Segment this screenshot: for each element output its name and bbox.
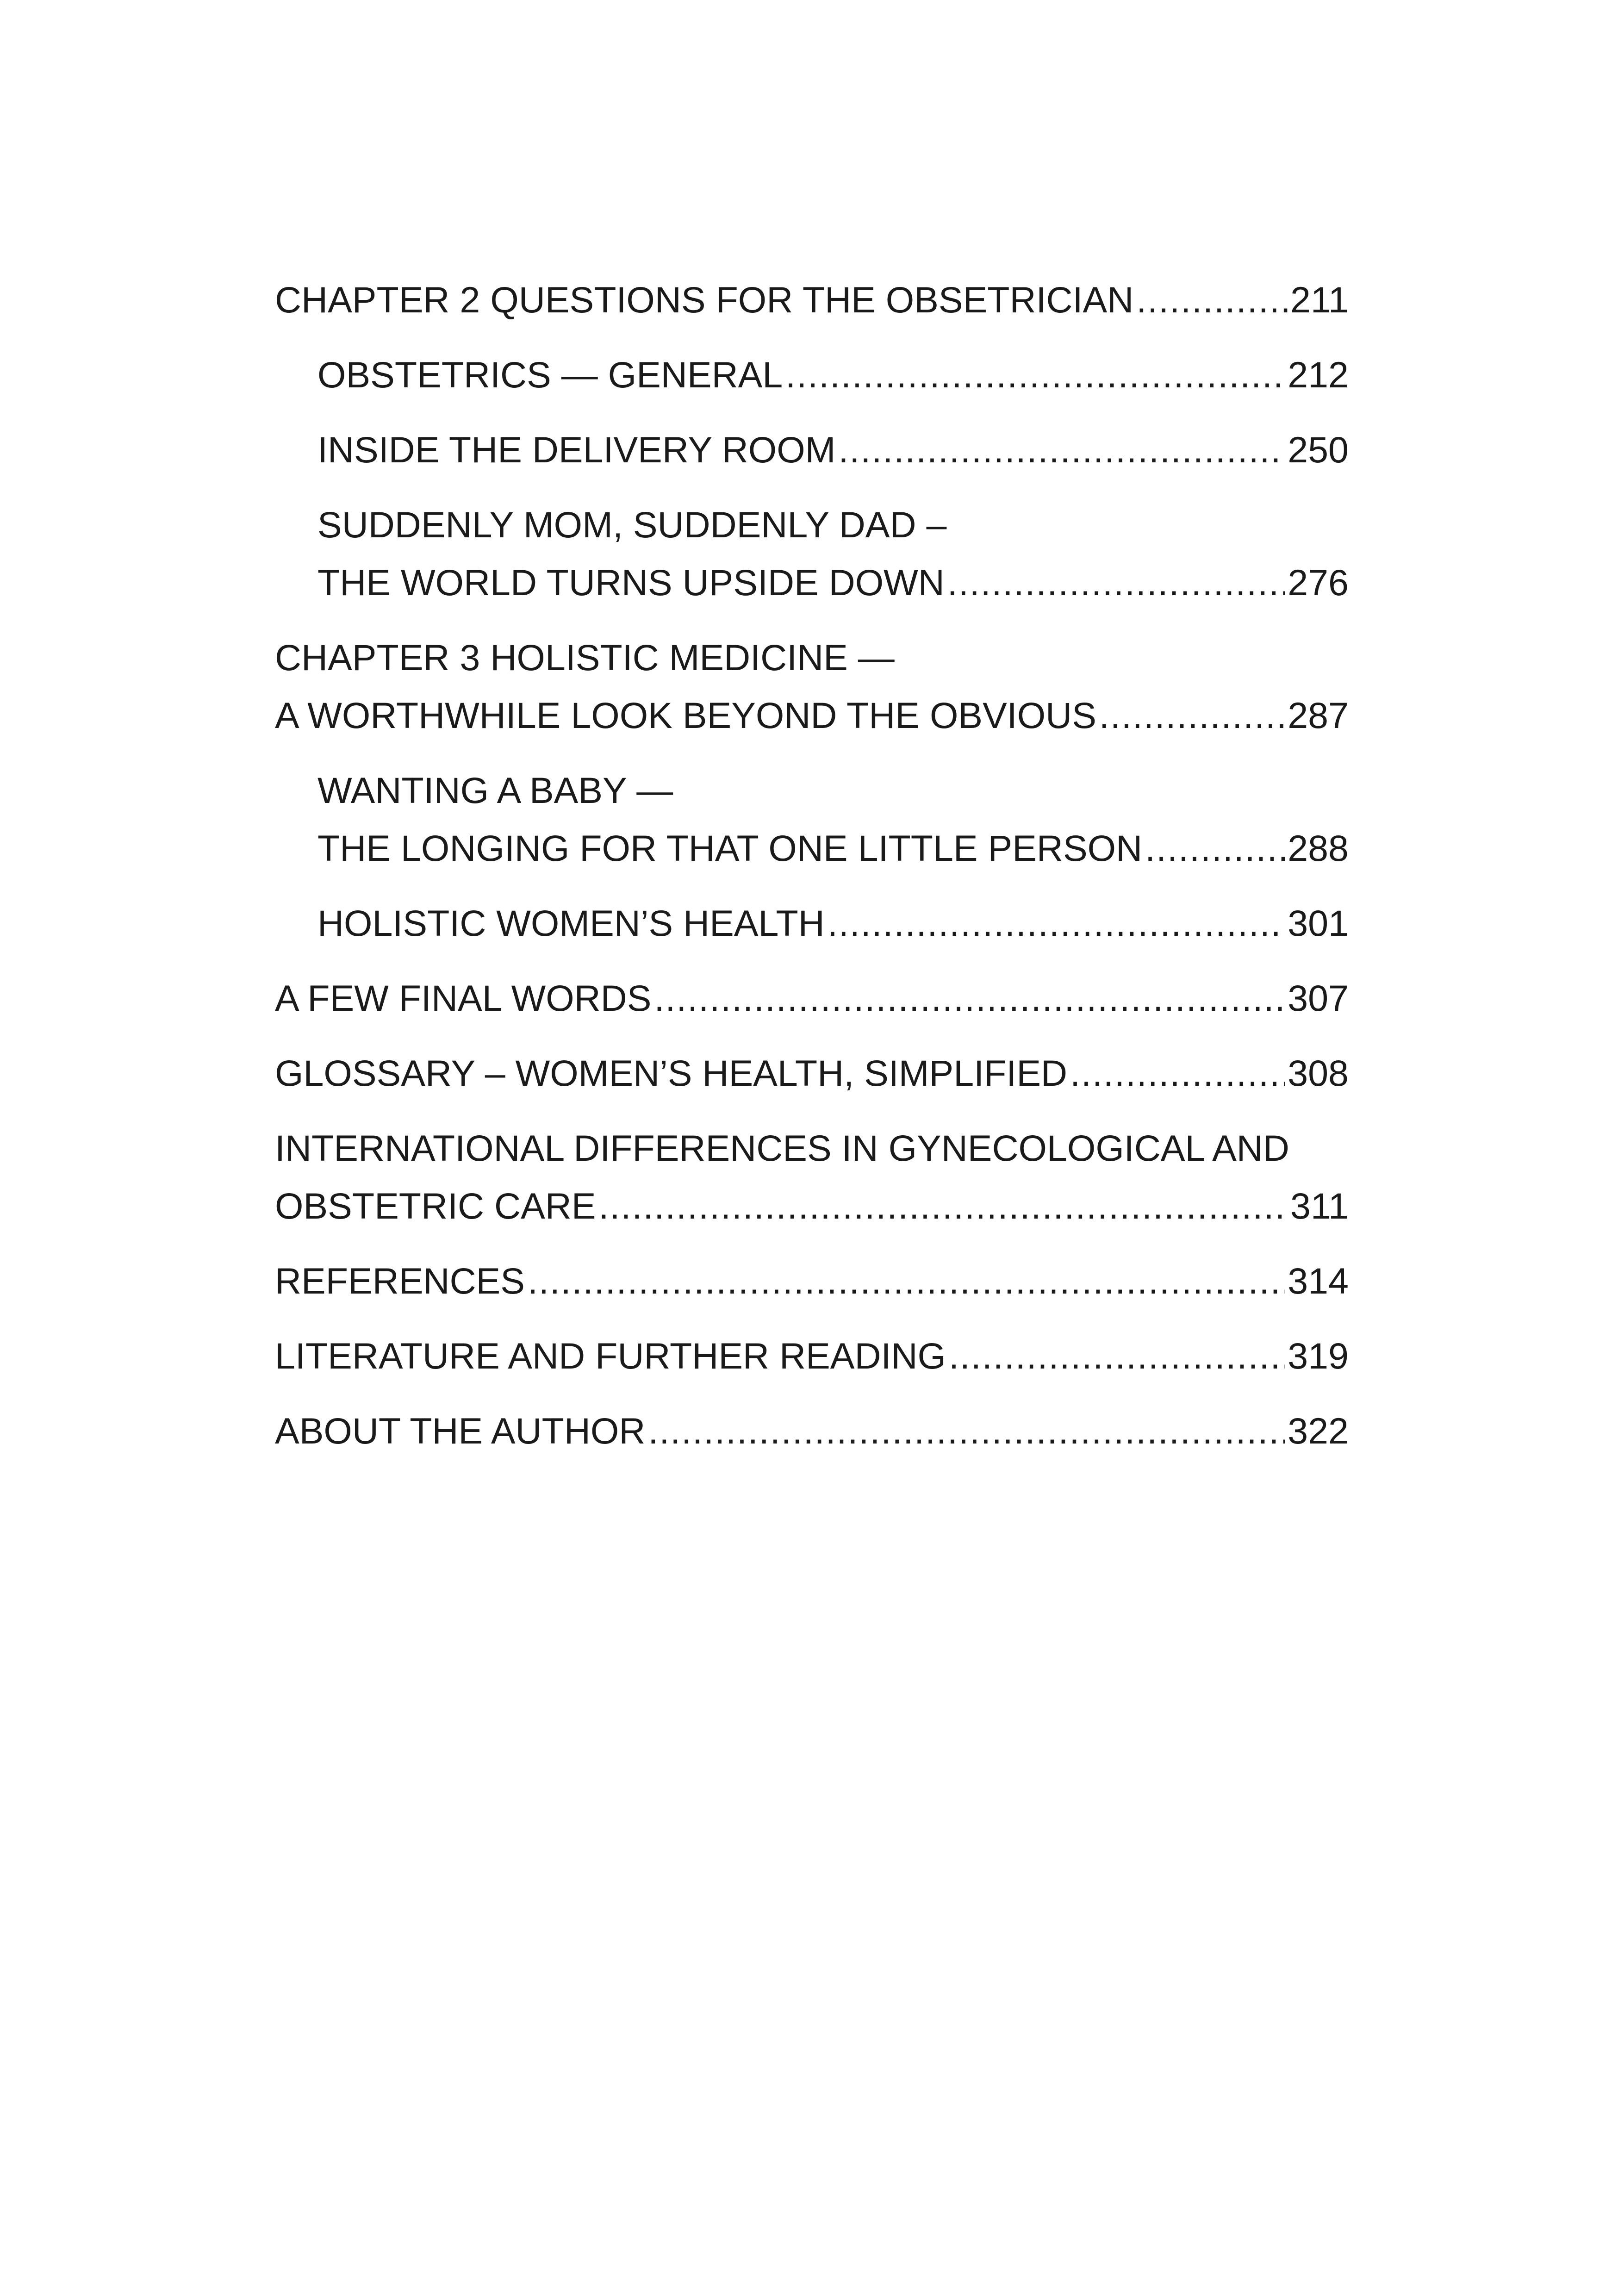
toc-page-number: 319 [1288, 1335, 1349, 1376]
toc-entry-title-line: CHAPTER 3 HOLISTIC MEDICINE — [275, 637, 895, 678]
toc-entry-line [317, 894, 1349, 952]
toc-page-number: 314 [1288, 1260, 1349, 1301]
toc-entry-title: A FEW FINAL WORDS [275, 977, 652, 1019]
toc-page-number: 211 [1290, 279, 1349, 320]
toc-entry-line [275, 1177, 1349, 1235]
table-of-contents [275, 271, 1349, 1477]
toc-entry-line [275, 271, 1349, 329]
dot-leader [599, 1177, 1288, 1235]
toc-entry-title-line: SUDDENLY MOM, SUDDENLY DAD – [317, 504, 947, 545]
toc-entry-line [317, 554, 1349, 611]
toc-entry[interactable] [275, 894, 1349, 952]
toc-entry[interactable] [275, 969, 1349, 1027]
toc-entry-title: THE LONGING FOR THAT ONE LITTLE PERSON [317, 828, 1143, 869]
toc-entry[interactable] [275, 1327, 1349, 1385]
toc-entry-title: HOLISTIC WOMEN’S HEALTH [317, 902, 825, 944]
toc-entry-title: THE WORLD TURNS UPSIDE DOWN [317, 562, 945, 603]
toc-page-number: 288 [1288, 828, 1349, 869]
toc-entry-title: GLOSSARY – WOMEN’S HEALTH, SIMPLIFIED [275, 1052, 1068, 1094]
toc-entry-line [317, 819, 1349, 877]
toc-entry-title: OBSTETRICS — GENERAL [317, 354, 783, 395]
toc-entry[interactable] [275, 1402, 1349, 1460]
toc-entry[interactable] [275, 761, 1349, 877]
toc-entry-title: REFERENCES [275, 1260, 525, 1301]
dot-leader [1136, 271, 1288, 329]
toc-page-number: 212 [1288, 354, 1349, 395]
toc-entry-title: ABOUT THE AUTHOR [275, 1410, 646, 1451]
toc-page-number: 276 [1288, 562, 1349, 603]
toc-entry[interactable] [275, 1044, 1349, 1102]
toc-entry-line [275, 1252, 1349, 1310]
toc-entry-line [317, 421, 1349, 479]
toc-page-number: 322 [1288, 1410, 1349, 1451]
dot-leader [947, 554, 1285, 611]
toc-entry-line [317, 346, 1349, 404]
toc-entry-title: A WORTHWHILE LOOK BEYOND THE OBVIOUS [275, 695, 1096, 736]
dot-leader [1070, 1044, 1285, 1102]
toc-entry-title-line: WANTING A BABY — [317, 770, 673, 811]
toc-entry-title: OBSTETRIC CARE [275, 1185, 596, 1226]
dot-leader [785, 346, 1285, 404]
toc-entry-title-line: INTERNATIONAL DIFFERENCES IN GYNECOLOGICAL AND [275, 1127, 1289, 1169]
dot-leader [1099, 686, 1285, 744]
toc-entry[interactable] [275, 421, 1349, 479]
toc-entry-line [275, 969, 1349, 1027]
toc-entry-title: CHAPTER 2 QUESTIONS FOR THE OBSETRICIAN [275, 279, 1134, 320]
toc-page-number: 311 [1290, 1185, 1349, 1226]
dot-leader [648, 1402, 1285, 1460]
dot-leader [528, 1252, 1285, 1310]
toc-entry[interactable] [275, 628, 1349, 744]
toc-entry-title: LITERATURE AND FURTHER READING [275, 1335, 946, 1376]
toc-entry[interactable] [275, 346, 1349, 404]
toc-page-number: 250 [1288, 429, 1349, 470]
toc-entry-title: INSIDE THE DELIVERY ROOM [317, 429, 836, 470]
toc-entry-line [275, 1044, 1349, 1102]
dot-leader [1145, 819, 1285, 877]
dot-leader [654, 969, 1285, 1027]
toc-page-number: 301 [1288, 902, 1349, 944]
dot-leader [828, 894, 1285, 952]
toc-page-number: 307 [1288, 977, 1349, 1019]
dot-leader [949, 1327, 1285, 1385]
toc-entry-line [275, 686, 1349, 744]
toc-entry[interactable] [275, 1119, 1349, 1235]
toc-entry[interactable] [275, 271, 1349, 329]
toc-entry-line [275, 1327, 1349, 1385]
toc-entry[interactable] [275, 496, 1349, 611]
toc-entry-line [275, 1402, 1349, 1460]
toc-entry[interactable] [275, 1252, 1349, 1310]
toc-page-number: 287 [1288, 695, 1349, 736]
toc-page-number: 308 [1288, 1052, 1349, 1094]
dot-leader [838, 421, 1285, 479]
